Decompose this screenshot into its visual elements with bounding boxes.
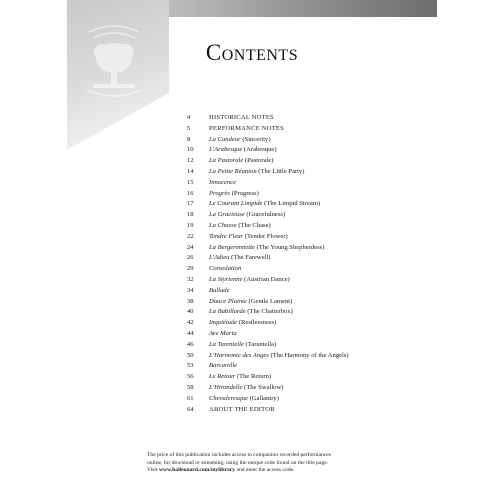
toc-entry-title xyxy=(209,178,427,189)
toc-entry-title xyxy=(209,135,427,146)
toc-entry-title xyxy=(209,405,427,416)
toc-page-number: 34 xyxy=(187,286,194,294)
toc-entry-title xyxy=(209,113,427,124)
toc-title-text: La Gracieuse xyxy=(209,211,245,219)
toc-entry[interactable] xyxy=(187,232,427,243)
page-title: Contents xyxy=(205,40,299,65)
access-code-notice xyxy=(147,452,427,475)
toc-entry[interactable] xyxy=(187,318,427,329)
toc-entry[interactable] xyxy=(187,199,427,210)
toc-entry-title xyxy=(209,156,427,167)
toc-title-text: Ballade xyxy=(209,286,230,294)
toc-title-translation: (Austrian Dance) xyxy=(242,275,290,283)
toc-title-text: La Petite Réunion xyxy=(209,167,257,175)
toc-title-text: Consolation xyxy=(209,265,242,273)
toc-title-text: Le Retour xyxy=(209,373,236,381)
toc-page-number: 24 xyxy=(187,243,194,251)
toc-entry[interactable] xyxy=(187,361,427,372)
toc-title-translation: (The Little Party) xyxy=(256,167,305,175)
toc-entry[interactable] xyxy=(187,253,427,264)
toc-title-text: La Styrienne xyxy=(209,275,243,283)
toc-title-text: Progrès xyxy=(209,189,231,197)
toc-entry[interactable] xyxy=(187,167,427,178)
toc-title-translation: (Gentle Lament) xyxy=(246,297,293,305)
toc-page-number: 53 xyxy=(187,362,194,370)
toc-entry[interactable] xyxy=(187,275,427,286)
toc-page-number: 29 xyxy=(187,265,194,273)
toc-page-number: 44 xyxy=(187,329,194,337)
toc-entry[interactable] xyxy=(187,189,427,200)
toc-page-number: 15 xyxy=(187,178,194,186)
toc-page-number: 19 xyxy=(187,221,194,229)
toc-title-translation: (Gallantry) xyxy=(247,394,279,402)
library-url-link[interactable]: www.halleonard.com/mylibrary xyxy=(158,467,236,474)
toc-entry[interactable] xyxy=(187,124,427,135)
toc-title-translation: (Progress) xyxy=(230,189,259,197)
toc-page-number: 40 xyxy=(187,308,194,316)
toc-entry[interactable] xyxy=(187,156,427,167)
toc-page-number: 32 xyxy=(187,275,194,283)
toc-entry-title xyxy=(209,221,427,232)
toc-entry-title xyxy=(209,286,427,297)
toc-title-translation: (The Farewell) xyxy=(229,254,271,262)
toc-entry[interactable] xyxy=(187,394,427,405)
toc-entry-title xyxy=(209,189,427,200)
toc-page-number: 5 xyxy=(187,124,191,132)
toc-title-translation: (Tarantella) xyxy=(243,340,277,348)
toc-title-text: La Chasse xyxy=(209,221,237,229)
toc-entry[interactable] xyxy=(187,264,427,275)
toc-title-text: Tendre Fleur xyxy=(209,232,244,240)
toc-title-text: La Pastorale xyxy=(209,157,244,165)
toc-title-translation: (Restlessness) xyxy=(237,319,277,327)
toc-title-translation: (Tender Flower) xyxy=(243,232,288,240)
notice-line-3 xyxy=(147,467,427,475)
notice-line-2: online, for download or streaming, using the unique code found on the title page. xyxy=(147,459,329,466)
toc-title-text: La Candeur xyxy=(209,135,241,143)
toc-entry-title xyxy=(209,253,427,264)
toc-title-translation: (Arabesque) xyxy=(242,146,277,154)
toc-page-number: 64 xyxy=(187,405,194,413)
toc-entry-title xyxy=(209,372,427,383)
toc-title-translation: (Sincerity) xyxy=(240,135,271,143)
toc-entry-title xyxy=(209,275,427,286)
toc-entry[interactable] xyxy=(187,243,427,254)
toc-entry-title xyxy=(209,297,427,308)
toc-title-translation: (The Swallow) xyxy=(242,383,284,391)
toc-entry-title xyxy=(209,210,427,221)
toc-entry[interactable] xyxy=(187,405,427,416)
toc-entry-title xyxy=(209,124,427,135)
toc-page-number: 26 xyxy=(187,254,194,262)
table-of-contents xyxy=(187,113,427,415)
toc-title-text: Chevaleresque xyxy=(209,394,248,402)
toc-entry-title xyxy=(209,243,427,254)
toc-title-text: La Babillarde xyxy=(209,308,246,316)
toc-title-text: La Bergeronnette xyxy=(209,243,255,251)
toc-page-number: 38 xyxy=(187,297,194,305)
toc-entry-title xyxy=(209,264,427,275)
toc-title-text: ABOUT THE EDITOR xyxy=(209,405,275,413)
toc-entry-title xyxy=(209,145,427,156)
toc-entry[interactable] xyxy=(187,351,427,362)
book-page xyxy=(67,0,437,500)
toc-title-translation: (The Chatterbox) xyxy=(245,308,293,316)
toc-title-text: L'Arabesque xyxy=(209,146,243,154)
toc-title-text: Douce Plainte xyxy=(209,297,247,305)
toc-page-number: 61 xyxy=(187,394,194,402)
toc-title-translation: (The Return) xyxy=(235,373,272,381)
toc-page-number: 58 xyxy=(187,383,194,391)
toc-entry-title xyxy=(209,318,427,329)
toc-page-number: 12 xyxy=(187,157,194,165)
toc-page-number: 8 xyxy=(187,135,191,143)
toc-page-number: 14 xyxy=(187,167,194,175)
toc-title-text: La Tarentelle xyxy=(209,340,244,348)
toc-entry-title xyxy=(209,351,427,362)
toc-entry-title xyxy=(209,361,427,372)
toc-entry-title xyxy=(209,340,427,351)
notice-prefix: Visit xyxy=(147,467,159,474)
toc-title-text: L'Harmonie des Anges xyxy=(209,351,269,359)
toc-entry[interactable] xyxy=(187,178,427,189)
toc-entry[interactable] xyxy=(187,145,427,156)
toc-page-number: 18 xyxy=(187,211,194,219)
toc-entry[interactable] xyxy=(187,210,427,221)
toc-entry[interactable] xyxy=(187,286,427,297)
toc-page-number: 46 xyxy=(187,340,194,348)
toc-entry-title xyxy=(209,199,427,210)
toc-page-number: 22 xyxy=(187,232,194,240)
toc-entry[interactable] xyxy=(187,113,427,124)
toc-title-translation: (Pastorale) xyxy=(243,157,274,165)
toc-entry[interactable] xyxy=(187,221,427,232)
toc-title-text: L'Hirondelle xyxy=(209,383,243,391)
toc-entry-title xyxy=(209,307,427,318)
toc-title-text: PERFORMANCE NOTES xyxy=(209,124,285,132)
toc-page-number: 50 xyxy=(187,351,194,359)
toc-entry-title xyxy=(209,394,427,405)
toc-entry[interactable] xyxy=(187,372,427,383)
toc-page-number: 10 xyxy=(187,146,194,154)
notice-suffix: and enter the access code. xyxy=(235,467,295,474)
toc-title-translation: (Gracefulness) xyxy=(244,211,286,219)
toc-entry[interactable] xyxy=(187,297,427,308)
toc-title-translation: (The Harmony of the Angels) xyxy=(268,351,349,359)
toc-entry-title xyxy=(209,167,427,178)
toc-entry[interactable] xyxy=(187,340,427,351)
toc-title-translation: (The Chase) xyxy=(236,221,271,229)
toc-entry-title xyxy=(209,329,427,340)
toc-entry-title xyxy=(209,383,427,394)
toc-entry[interactable] xyxy=(187,383,427,394)
toc-title-text: Innocence xyxy=(209,178,237,186)
toc-page-number: 42 xyxy=(187,319,194,327)
toc-title-translation: (The Young Shepherdess) xyxy=(254,243,325,251)
toc-title-text: HISTORICAL NOTES xyxy=(209,114,274,121)
notice-line-1: The price of this publication includes access to companion recorded performances xyxy=(147,452,331,458)
toc-title-text: Le Courant Limpide xyxy=(209,200,263,208)
toc-title-translation: (The Limpid Stream) xyxy=(262,200,321,208)
toc-title-text: Ave Maria xyxy=(209,329,237,337)
toc-entry-title xyxy=(209,232,427,243)
toc-entry[interactable] xyxy=(187,307,427,318)
toc-entry[interactable] xyxy=(187,135,427,146)
toc-title-text: Barcarolle xyxy=(209,362,238,370)
toc-page-number: 4 xyxy=(187,114,191,121)
toc-title-text: L'Adieu xyxy=(209,254,230,262)
toc-entry[interactable] xyxy=(187,329,427,340)
toc-page-number: 17 xyxy=(187,200,194,208)
toc-page-number: 56 xyxy=(187,373,194,381)
toc-title-text: Inquiétude xyxy=(209,319,238,327)
toc-page-number: 16 xyxy=(187,189,194,197)
